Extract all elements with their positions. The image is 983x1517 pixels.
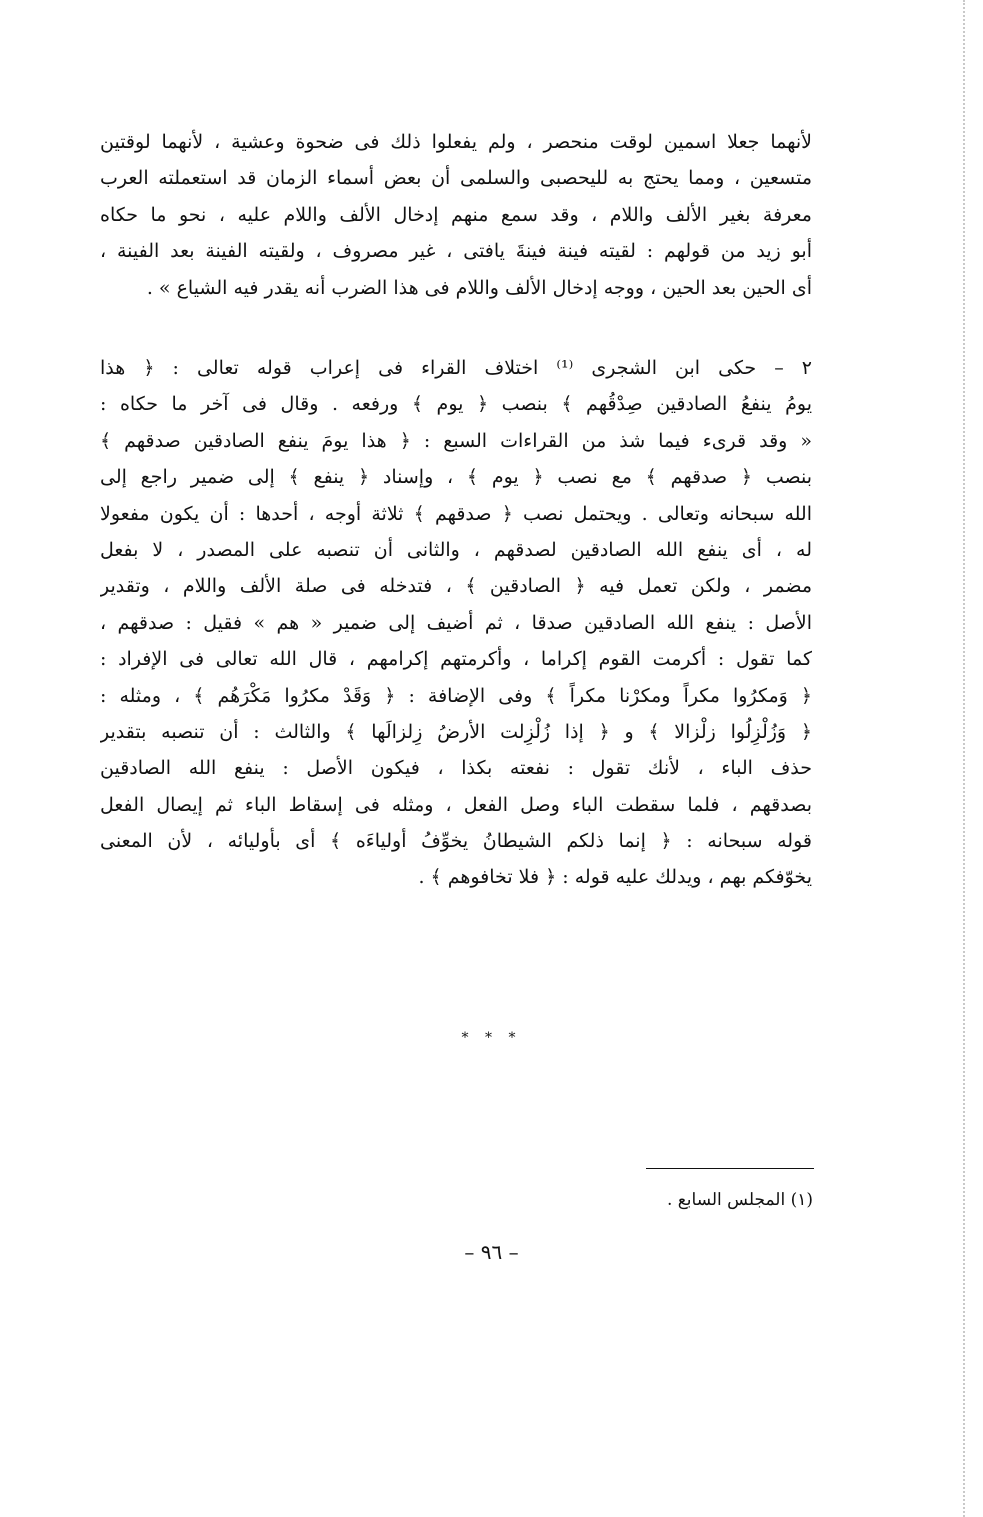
text-line: أى الحين بعد الحين ، ووجه إدخال الألف واللام فى هذا الضرب أنه يقدر فيه الشياع » . [146,276,812,299]
footnote-rule [646,1168,814,1169]
footnote: (١) المجلس السابع . [666,1190,813,1210]
text-line: ﴿ وَزُلْزِلُوا زلْزالا ﴾ و ﴿ إذا زُلْزِلت الأرضُ زِلزالَها ﴾ والثالث : أن تنصبه بتقدير [100,720,812,743]
text-line: متسعين ، ومما يحتج به لليحصبى والسلمى أن بعض أسماء الزمان قد استعملته العرب [100,167,812,190]
text-line: قوله سبحانه : ﴿ إنما ذلكم الشيطانُ يخوِّفُ أولياءَه ﴾ أى بأوليائه ، لأن المعنى [100,830,812,853]
text-line: معرفة بغير الألف واللام ، وقد سمع منهم إدخال الألف واللام عليه ، نحو ما حكاه [100,203,812,226]
text-line: الله سبحانه وتعالى . ويحتمل نصب ﴿ صدقهم ﴾ ثلاثة أوجه ، أحدها : أن يكون مفعولا [100,502,812,525]
text-line: ﴿ وَمكرُوا مكراً ومكرْنا مكراً ﴾ وفى الإضافة : ﴿ وَقَدْ مكرُوا مَكْرَهُم ﴾ ، ومثله : [100,684,812,707]
text-line: أبو زيد من قولهم : لقيته فينة فينةَ يافتى ، غير مصروف ، ولقيته الفينة بعد الفينة ، [100,240,812,263]
text-line: ٢ – حكى ابن الشجرى ⁽¹⁾ اختلاف القراء فى إعراب قوله تعالى : ﴿ هذا [100,357,812,379]
section-separator: * * * [461,1030,522,1046]
text-line: « وقد قرىء فيما شذ من القراءات السبع : ﴿ هذا يومَ ينفع الصادقين صدقهم ﴾ [100,429,812,452]
text-line: يومُ ينفعُ الصادقين صِدْقُهم ﴾ بنصب ﴿ يوم ﴾ ورفعه . وقال فى آخر ما حكاه : [100,393,812,416]
text-line: حذف الباء ، لأنك تقول : نفعته بكذا ، فيكون الأصل : ينفع الله الصادقين [100,757,812,780]
text-line: بنصب ﴿ صدقهم ﴾ مع نصب ﴿ يوم ﴾ ، وإسناد ﴿ ينفع ﴾ إلى ضمير راجع إلى [100,466,812,489]
text-line: له ، أى ينفع الله الصادقين لصدقهم ، والثانى أن تنصبه على المصدر ، لا بفعل [100,538,812,561]
page-number: – ٩٦ – [464,1240,519,1264]
text-line: بصدقهم ، فلما سقطت الباء وصل الفعل ، ومثله فى إسقاط الباء ثم إيصال الفعل [100,793,812,816]
text-line: لأنهما جعلا اسمين لوقت منحصر ، ولم يفعلوا ذلك فى ضحوة وعشية ، لأنهما لوقتين [100,131,812,153]
paragraph-2 [100,350,812,896]
text-line: مضمر ، ولكن تعمل فيه ﴿ الصادقين ﴾ ، فتدخله فى صلة الألف واللام ، وتقدير [100,575,812,598]
text-line: الأصل : ينفع الله الصادقين صدقا ، ثم أضيف إلى ضمير « هم » فقيل : صدقهم ، [100,611,812,634]
scan-edge-shadow [963,0,965,1517]
text-line: كما تقول : أكرمت القوم إكراما ، وأكرمتهم إكرامهم ، قال الله تعالى فى الإفراد : [100,648,812,671]
paragraph-1 [100,124,812,306]
text-line: يخوّفكم بهم ، ويدلك عليه قوله : ﴿ فلا تخافوهم ﴾ . [418,866,812,889]
